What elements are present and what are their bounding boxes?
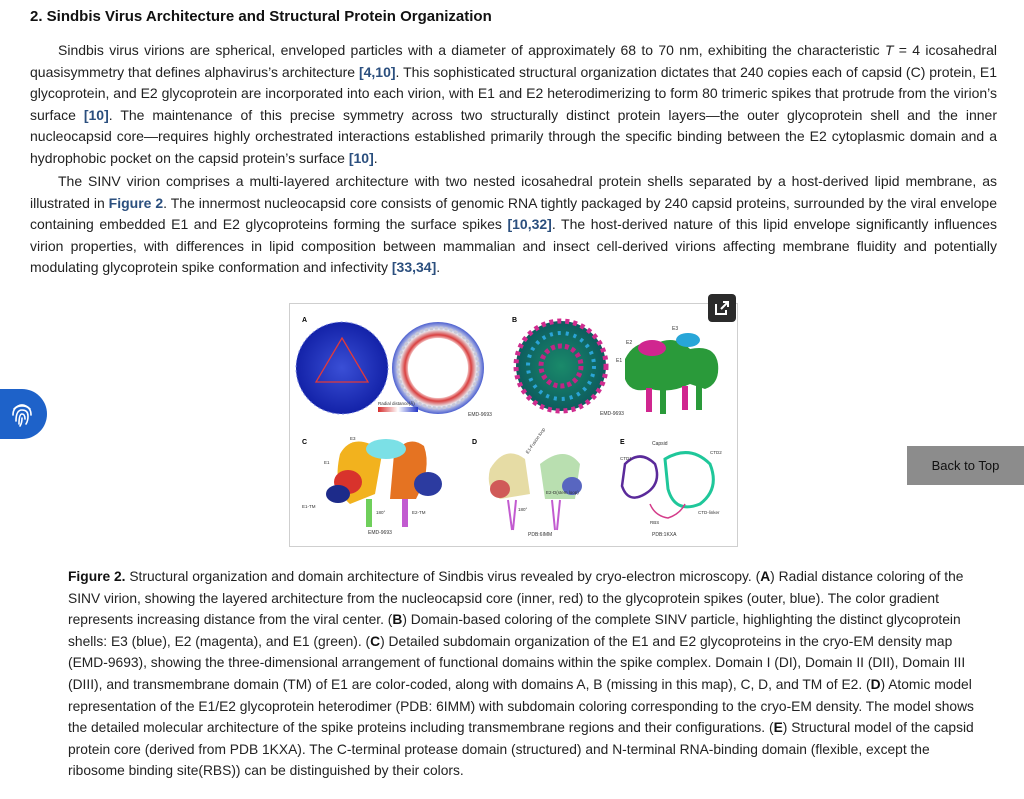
chain-label: Capsid xyxy=(652,441,668,447)
paragraph-2 xyxy=(30,171,997,279)
back-to-top-button[interactable]: Back to Top xyxy=(907,446,1024,485)
fingerprint-icon xyxy=(8,399,36,429)
panel-label: A xyxy=(302,317,308,324)
emd-label: EMD-9693 xyxy=(600,411,624,417)
citation-link[interactable]: [10] xyxy=(348,149,374,166)
text: T xyxy=(884,42,894,58)
text: D xyxy=(870,676,881,692)
domain-label: E1-TM xyxy=(302,504,316,509)
citation-link[interactable]: [4,10] xyxy=(358,63,396,80)
domain-label: CTD2 xyxy=(710,450,722,455)
rotation-label: 180° xyxy=(376,510,386,515)
domain-label: RBS xyxy=(650,520,660,525)
chain-label: E2 xyxy=(626,340,633,346)
domain-label: E1-Fusion loop xyxy=(524,426,547,455)
text: Sindbis virus virions are spherical, enveloped particles with a diameter of approximately 68 to 70 nm, exhibiting the characteristic xyxy=(58,42,885,58)
section-title: 2. Sindbis Virus Architecture and Structural Protein Organization xyxy=(30,8,492,25)
rotation-label: 180° xyxy=(518,507,528,512)
panel-label: E xyxy=(620,439,625,446)
scale-label: Radial distance(Å) xyxy=(378,401,415,406)
text: ) Domain-based coloring of the complete SINV particle, highlighting the distinct glycoprotein shells: E3 (blue), E2 (magenta), and E1 (green). ( xyxy=(68,612,961,649)
text: Structural organization and domain architecture of Sindbis virus revealed by cryo-electron microscopy. ( xyxy=(125,569,761,584)
emd-label: EMD-9693 xyxy=(368,530,392,536)
panel-label: C xyxy=(302,439,308,446)
text: = 4 icosahedral quasisymmetry that defines alphavirus’s architecture xyxy=(30,42,997,80)
paragraph-1 xyxy=(30,40,997,170)
figure-2-image[interactable] xyxy=(289,303,738,547)
text: . xyxy=(373,149,378,166)
floating-action-button[interactable] xyxy=(0,389,47,439)
text: ) Radial distance coloring of the SINV virion, showing the layered architecture from the nucleocapsid core (inner, red) to the glycoprotein spikes (outer, blue). The color gradient represents increasing distance from the viral center. ( xyxy=(68,569,964,628)
pdb-label: PDB:6IMM xyxy=(528,532,553,538)
caption-label: Figure 2. xyxy=(68,569,126,584)
panel-label: B xyxy=(512,317,518,324)
text: B xyxy=(392,612,403,628)
text: ) Structural model of the capsid protein core (derived from PDB 1KXA). The C-terminal protease domain (structured) and N-terminal RNA-binding domain (flexible, except the ribosome binding site(RBS)) can be distinguished by their colors. xyxy=(68,720,974,779)
external-link-icon xyxy=(713,299,731,317)
domain-label: CTD1 xyxy=(620,456,632,461)
text: E xyxy=(773,720,783,736)
capsid-model xyxy=(622,457,657,498)
open-figure-button[interactable] xyxy=(708,294,736,322)
domain-label: E2-TM xyxy=(412,510,426,515)
emd-label: EMD-9693 xyxy=(468,412,492,418)
text: ) Atomic model representation of the E1/E2 glycoprotein heterodimer (PDB: 6IMM) with subdomain coloring corresponding to the cryo-EM density. The model shows the detailed molecular architecture of the spike proteins including transmembrane regions and their configurations. ( xyxy=(68,676,974,736)
text: The SINV virion comprises a multi-layered architecture with two nested icosahedral protein shells separated by a host-derived lipid membrane, as illustrated in xyxy=(30,173,997,211)
chain-label: E1 xyxy=(616,358,623,364)
text: . The host-derived nature of this lipid envelope significantly influences virion properties, with differences in lipid composition between mammalian and insect cell-derived virions affecting membrane fluidity and potentially modulating glycoprotein spike conformation and infectivity xyxy=(30,216,997,276)
text: A xyxy=(760,569,771,584)
text: ) Detailed subdomain organization of the E1 and E2 glycoproteins in the cryo-EM density map (EMD-9693), showing the three-dimensional arrangement of functional domains within the spike complex. Domain I (DI), Domain II (DII), Domain III (DIII), and transmembrane domain (TM) of E1 are color-coded, along with domains A, B (missing in this map), C, D, and TM of E2. ( xyxy=(68,633,966,692)
domain-label: E2-D(stem loop) xyxy=(546,490,579,495)
text: . The innermost nucleocapsid core consists of genomic RNA tightly packaged by 240 capsid proteins, surrounded by the viral envelope containing embedded E1 and E2 glycoproteins forming the surface spikes xyxy=(30,194,998,233)
text: . xyxy=(436,259,441,276)
radial-color-scale xyxy=(378,407,418,412)
chain-label: E3 xyxy=(672,326,679,332)
domain-label: CTD-linker xyxy=(698,510,720,515)
figure-caption xyxy=(68,566,978,782)
figure-link[interactable]: Figure 2 xyxy=(108,194,164,211)
text: . The maintenance of this precise symmetry across two structurally distinct protein layers—the outer glycoprotein shell and the inner nucleocapsid core—requires highly orchestrated interactions established primarily through the specific binding between the E2 cytoplasmic domain and a hydrophobic pocket on the capsid protein’s surface xyxy=(30,106,997,166)
pdb-label: PDB:1KXA xyxy=(652,532,677,538)
text: C xyxy=(370,633,381,649)
citation-link[interactable]: [33,34] xyxy=(391,259,437,276)
citation-link[interactable]: [10,32] xyxy=(507,216,552,233)
text: . This sophisticated structural organization dictates that 240 copies each of capsid (C) protein, E1 glycoprotein, and E2 glycoprotein are incorporated into each virion, with E1 and E2 heterodimerizing to form 80 trimeric spikes that protrude from the virion’s surface xyxy=(30,63,997,123)
chain-label: E3 xyxy=(350,436,356,441)
panel-label: D xyxy=(472,439,478,446)
citation-link[interactable]: [10] xyxy=(83,106,109,123)
chain-label: E1 xyxy=(324,460,330,465)
